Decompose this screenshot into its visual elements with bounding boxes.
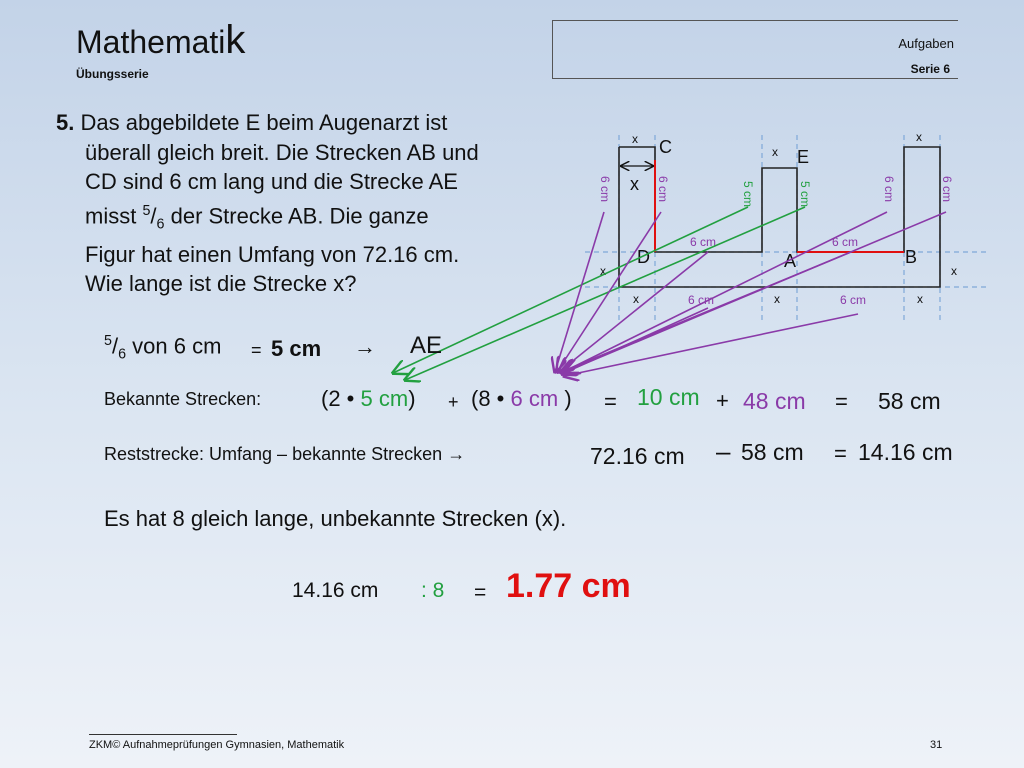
remaining-label: Reststrecke: Umfang – bekannte Strecken →: [104, 444, 466, 464]
divisor: : 8: [421, 579, 445, 602]
page-number: 31: [930, 739, 943, 751]
category-label: Aufgaben: [898, 36, 954, 51]
x-label: x: [774, 292, 780, 306]
equals-sign: =: [834, 441, 847, 466]
label-C: C: [659, 137, 672, 157]
footer-rule: [89, 734, 237, 735]
minus-sign: –: [716, 436, 731, 466]
page-title: Mathematik: [76, 18, 246, 62]
arrow-symbol: →: [354, 334, 376, 359]
label-B: B: [905, 247, 918, 267]
x-label: x: [600, 264, 606, 278]
arrow-purple: [563, 212, 887, 372]
final-answer: 1.77 cm: [506, 567, 631, 605]
label-D: D: [637, 247, 650, 267]
six-cm-label: 6 cm: [940, 176, 954, 203]
plus-sign: +: [716, 388, 729, 413]
six-cm-label: 6 cm: [598, 176, 612, 203]
task-text: 5. Das abgebildete E beim Augenarzt ist überall gleich breit. Die Strecken AB und CD sind 6 cm lang und die Strecke AE misst $^5/_6$ der Strecke AB. Die ganze Figur hat einen Umfang von 72.16 cm. Wie lange ist die Strecke x?: [56, 110, 479, 297]
equals-sign: =: [604, 389, 617, 414]
x-label: x: [633, 292, 639, 306]
six-cm-label: 6 cm: [688, 293, 715, 307]
footer-text: ZKM© Aufnahmeprüfungen Gymnasien, Mathematik: [89, 739, 345, 751]
equals-sign: =: [251, 340, 262, 360]
five-cm-label: 5 cm: [741, 181, 755, 208]
unknown-segments-text: Es hat 8 gleich lange, unbekannte Strecken (x).: [104, 506, 567, 531]
label-A: A: [784, 251, 797, 271]
green-result: 10 cm: [637, 384, 700, 410]
subtitle: Übungsserie: [76, 67, 149, 81]
six-cm-label: 6 cm: [840, 293, 867, 307]
label-x-arrow: x: [630, 174, 639, 194]
label-E: E: [797, 147, 810, 167]
x-label: x: [632, 132, 638, 146]
equals-sign: =: [835, 389, 848, 414]
known-total: 58 cm: [741, 439, 804, 465]
arrow-purple: [565, 212, 946, 372]
purple-result: 48 cm: [743, 388, 806, 414]
arrow-purple: [555, 212, 604, 372]
arrow-purple: [562, 308, 708, 374]
six-cm-label: 6 cm: [690, 235, 717, 249]
remaining-value: 14.16 cm: [292, 579, 379, 602]
known-segments-label: Bekannte Strecken:: [104, 389, 262, 409]
equals-sign: =: [474, 581, 487, 604]
series-label: Serie 6: [910, 62, 950, 76]
five-cm-label: 5 cm: [798, 181, 812, 208]
fraction-expression: $^5/_6$ von 6 cm: [104, 333, 222, 363]
dashed-guides: [585, 135, 990, 320]
x-label: x: [951, 264, 957, 278]
known-expression-1: (2 • 5 cm): [321, 386, 416, 411]
x-label: x: [917, 292, 923, 306]
arrow-purple: [557, 212, 661, 372]
six-cm-label: 6 cm: [882, 176, 896, 203]
x-label: x: [916, 130, 922, 144]
known-total: 58 cm: [878, 388, 941, 414]
perimeter-value: 72.16 cm: [590, 443, 685, 469]
ae-result: 5 cm: [271, 336, 322, 361]
ae-label: AE: [410, 332, 443, 359]
known-expression-2: (8 • 6 cm ): [471, 386, 572, 411]
six-cm-label: 6 cm: [832, 235, 859, 249]
plus-sign: +: [448, 392, 459, 412]
remaining-value: 14.16 cm: [858, 439, 953, 465]
x-label: x: [772, 145, 778, 159]
six-cm-label: 6 cm: [656, 176, 670, 203]
arrow-purple: [564, 314, 858, 376]
